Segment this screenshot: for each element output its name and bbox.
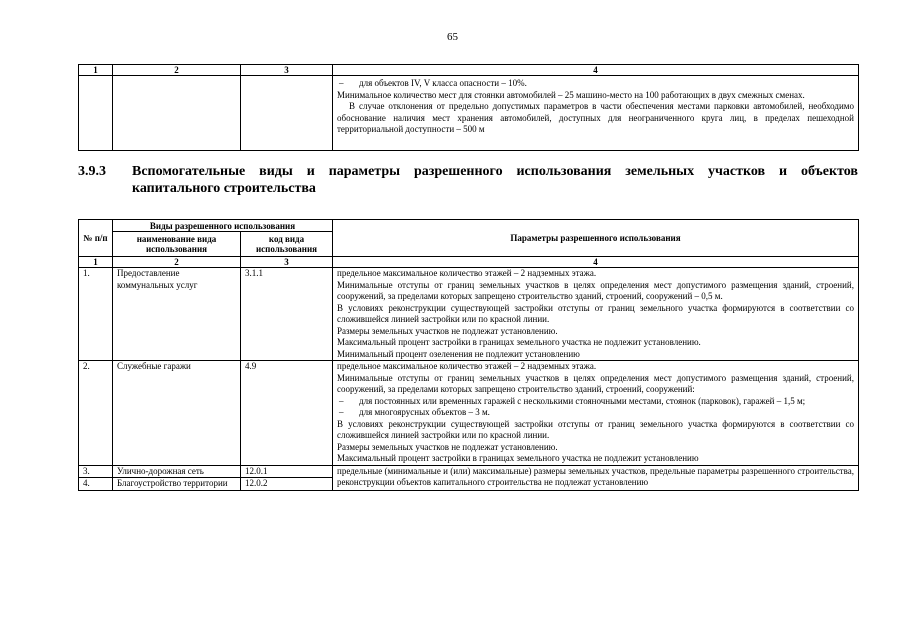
param-line: В условиях реконструкции существующей застройки отступы от границ земельного участка формируются в соответствии со сложившейся линией застройки или по красной линии. <box>337 418 854 440</box>
row-num: 2. <box>79 361 113 466</box>
use-code: 12.0.2 <box>241 478 333 491</box>
table-row <box>79 76 859 151</box>
param-line: Минимальные отступы от границ земельных участков в целях определения мест допустимого размещения зданий, строений, сооружений, за пределами которых запрещено строительство зданий, строений, сооружений – 0,5 м. <box>337 279 854 301</box>
use-name: Улично-дорожная сеть <box>113 465 241 478</box>
row-num: 4. <box>79 478 113 491</box>
param-line: Минимальные отступы от границ земельных участков в целях определения мест допустимого размещения зданий, строений, сооружений, за пределами которых запрещено строительство зданий, строений, сооружений: <box>337 372 854 394</box>
column-number: 3 <box>241 257 333 268</box>
use-code: 3.1.1 <box>241 268 333 361</box>
param-line: предельное максимальное количество этажей – 2 надземных этажа. <box>337 268 597 278</box>
dash-item: – для постоянных или временных гаражей с несколькими стояночными местами, стоянок (парковок), гаражей – 1,5 м; <box>337 396 854 408</box>
section-title: Вспомогательные виды и параметры разрешенного использования земельных участков и объектов капитального строительства <box>132 164 858 196</box>
row-num: 1. <box>79 268 113 361</box>
param-line: Размеры земельных участков не подлежат установлению. <box>337 325 558 336</box>
column-number: 2 <box>113 65 241 76</box>
column-number-row <box>79 257 859 268</box>
page-number: 65 <box>447 31 458 43</box>
use-code: 12.0.1 <box>241 465 333 478</box>
param-line: Размеры земельных участков не подлежат установлению. <box>337 441 558 452</box>
params-cell: предельные (минимальные и (или) максимальные) размеры земельных участков, предельные параметры разрешенного строительства, реконструкции объектов капитального строительства не подлежат установлению <box>333 465 859 490</box>
num-header: № п/п <box>79 220 113 257</box>
use-name: Служебные гаражи <box>113 361 241 466</box>
param-line: В условиях реконструкции существующей застройки отступы от границ земельного участка формируются в соответствии со сложившейся линией застройки или по красной линии. <box>337 302 854 324</box>
param-line: Максимальный процент застройки в границах земельного участка не подлежит установлению. <box>337 337 701 347</box>
name-header: наименование вида использования <box>113 232 241 257</box>
column-number: 4 <box>333 257 859 268</box>
dash-item: – для многоярусных объектов – 3 м. <box>337 407 854 419</box>
dash-item: – для объектов IV, V класса опасности – 10%. <box>337 78 854 90</box>
params-header: Параметры разрешенного использования <box>333 220 859 257</box>
param-line: Максимальный процент застройки в границах земельного участка не подлежит установлению <box>337 453 699 463</box>
section-number: 3.9.3 <box>78 164 106 179</box>
types-group-header: Виды разрешенного использования <box>113 220 333 232</box>
use-name: Предоставление коммунальных услуг <box>113 268 241 361</box>
params-cell <box>333 361 859 466</box>
row-num: 3. <box>79 465 113 478</box>
column-number-row <box>79 65 859 76</box>
table-row <box>79 268 859 361</box>
paragraph: Минимальное количество мест для стоянки автомобилей – 25 машино-место на 100 работающих в двух смежных сменах. <box>337 89 805 100</box>
param-line: Минимальный процент озеленения не подлежит установлению <box>337 348 580 359</box>
column-number: 4 <box>333 65 859 76</box>
parameters-table <box>78 219 859 491</box>
table-row <box>79 465 859 478</box>
table-header-row <box>79 220 859 232</box>
column-number: 1 <box>79 257 113 268</box>
column-number: 3 <box>241 65 333 76</box>
table-row <box>79 361 859 466</box>
use-code: 4.9 <box>241 361 333 466</box>
param-line: предельное максимальное количество этажей – 2 надземных этажа. <box>337 361 597 371</box>
paragraph: В случае отклонения от предельно допустимых параметров в части обеспечения местами парковки автомобилей, необходимо обоснование наличия мест хранения автомобилей, доступных для неограниченного круга лиц, в пределах пешеходной территориальной доступности – 500 м <box>337 101 854 134</box>
continuation-table <box>78 64 859 151</box>
code-header: код вида использования <box>241 232 333 257</box>
use-name: Благоустройство территории <box>113 478 241 491</box>
column-number: 1 <box>79 65 113 76</box>
params-cell <box>333 268 859 361</box>
params-cell <box>333 76 859 151</box>
column-number: 2 <box>113 257 241 268</box>
